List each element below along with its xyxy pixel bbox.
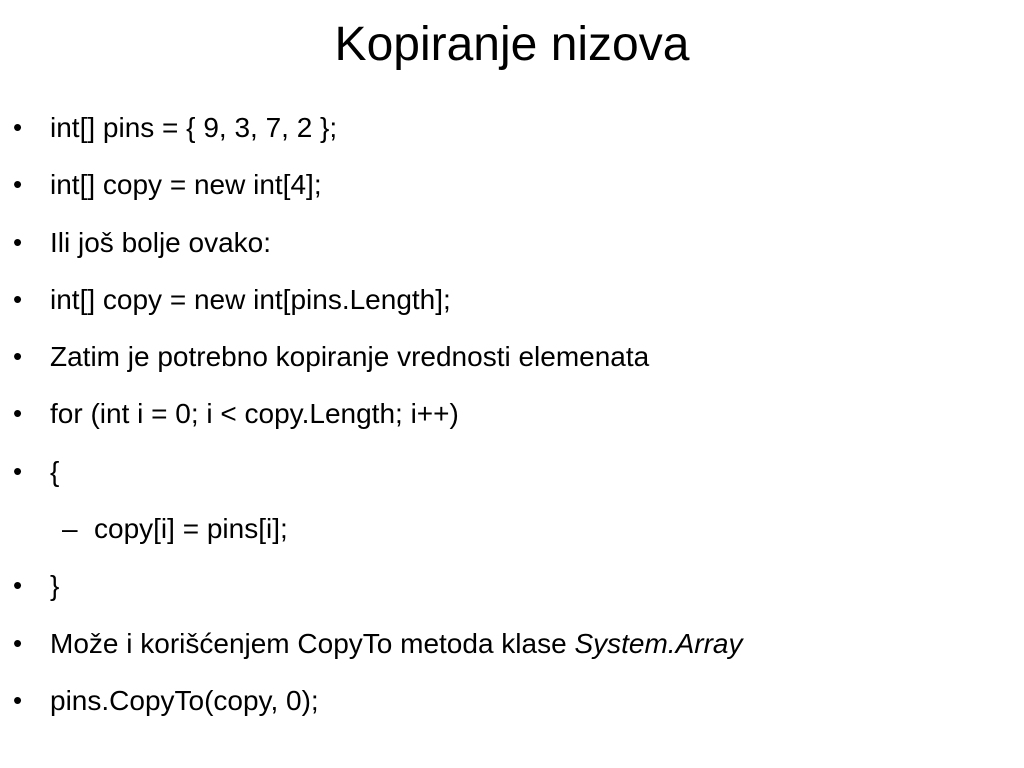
bullet-text: Ili još bolje ovako: [50,226,272,258]
bullet-item [0,214,1024,271]
sub-bullet-item [0,500,1024,557]
bullet-item [0,156,1024,213]
bullet-item [0,385,1024,442]
bullet-item [0,99,1024,156]
bullet-text: int[] copy = new int[pins.Length]; [50,283,451,315]
bullet-marker: • [13,341,23,372]
bullet-marker: • [13,684,23,715]
bullet-marker: • [13,283,23,314]
bullet-marker: • [13,627,23,658]
bullet-text: } [50,570,60,602]
bullet-item [0,271,1024,328]
bullet-text: copy[i] = pins[i]; [94,513,288,545]
bullet-list [0,99,1024,729]
slide-title: Kopiranje nizova [334,18,690,71]
bullet-item [0,615,1024,672]
bullet-text: int[] pins = { 9, 3, 7, 2 }; [50,112,338,143]
bullet-text: Zatim je potrebno kopiranje vrednosti elemenata [50,341,650,373]
bullet-marker: • [13,570,23,601]
bullet-item [0,328,1024,385]
bullet-marker: • [13,169,23,200]
bullet-item [0,557,1024,614]
bullet-marker: • [13,112,23,142]
bullet-item [0,443,1024,500]
bullet-marker: • [13,455,23,486]
bullet-text-plain: Može i korišćenjem CopyTo metoda klase [50,627,575,659]
bullet-marker: • [13,398,23,429]
bullet-text: pins.CopyTo(copy, 0); [50,684,319,716]
bullet-marker: • [13,226,23,257]
bullet-text: { [50,455,60,487]
bullet-item [0,672,1024,729]
bullet-text [50,615,742,672]
bullet-text: for (int i = 0; i < copy.Length; i++) [50,398,459,430]
bullet-text-italic: System.Array [574,627,743,659]
dash-marker: – [62,513,78,545]
bullet-text: int[] copy = new int[4]; [50,169,322,201]
